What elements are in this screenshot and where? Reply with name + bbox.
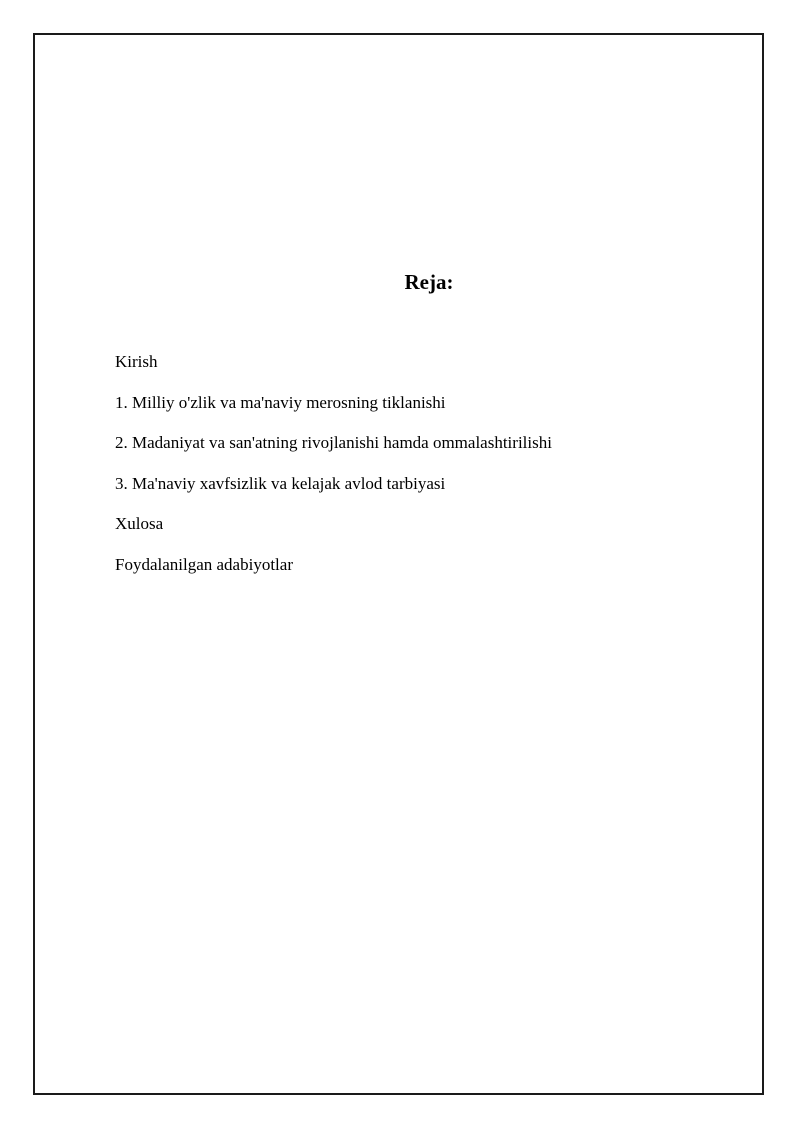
- plan-item-introduction: Kirish: [115, 352, 158, 371]
- plan-item-1: 1. Milliy o'zlik va ma'naviy merosning tiklanishi: [115, 392, 446, 412]
- plan-item-conclusion: Xulosa: [115, 514, 164, 533]
- plan-item-3: 3. Ma'naviy xavfsizlik va kelajak avlod tarbiyasi: [115, 473, 446, 493]
- plan-item-2: 2. Madaniyat va san'atning rivojlanishi hamda ommalashtirilishi: [115, 433, 552, 452]
- page-title: Reja:: [404, 270, 454, 294]
- plan-item-references: Foydalanilgan adabiyotlar: [115, 554, 293, 574]
- plan-list: [115, 350, 552, 593]
